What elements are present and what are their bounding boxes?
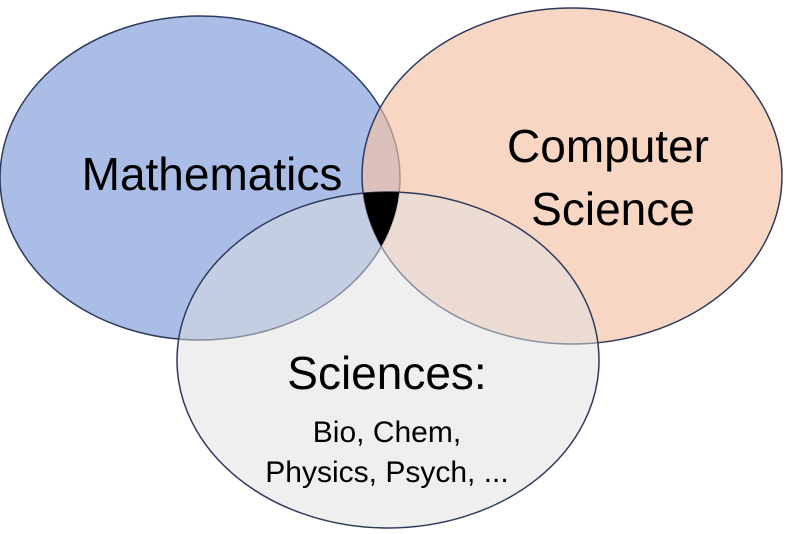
sciences-line1: Bio, Chem, [312,416,462,449]
computer-science-label-line1: Computer [507,120,709,172]
computer-science-label-line2: Science [531,183,695,235]
sciences-title: Sciences: [287,347,487,399]
mathematics-label: Mathematics [81,148,343,200]
sciences-line2: Physics, Psych, ... [265,456,509,489]
